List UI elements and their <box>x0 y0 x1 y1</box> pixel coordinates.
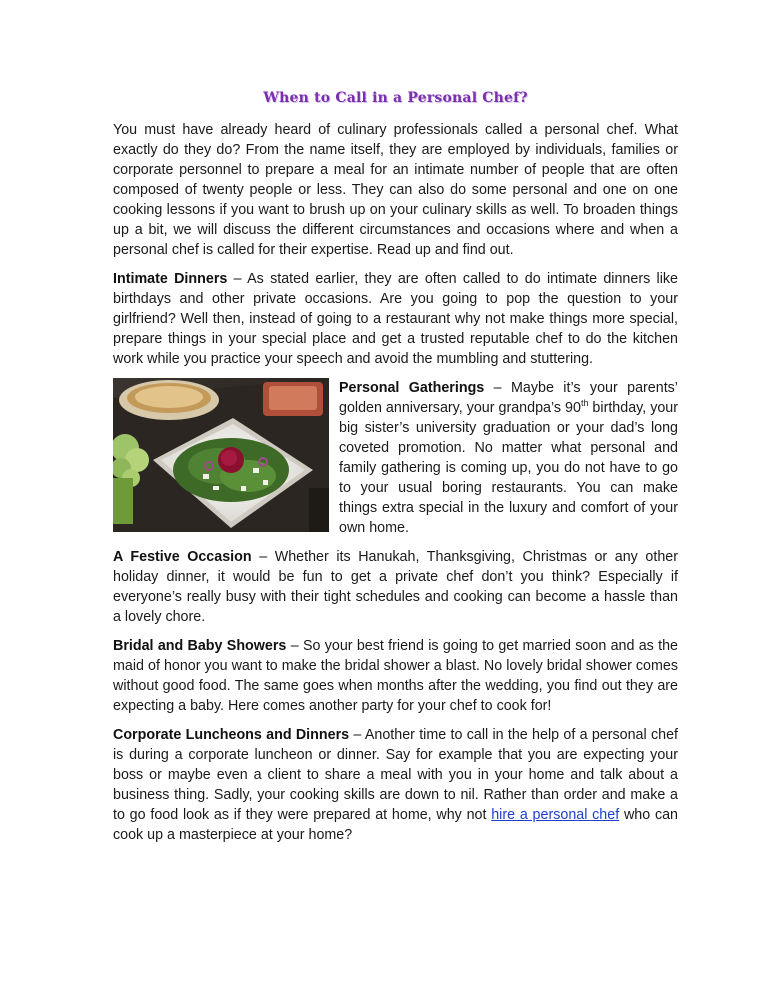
food-photo <box>113 378 329 532</box>
personal-gatherings-body-2: birthday, your big sister’s university graduation or your dad’s long coveted promotion. No matter what personal and family gathering is coming up, you do not have to go to your usual boring restaurants. You can make things extra special in the luxury and comfort of your own home. <box>339 400 679 536</box>
intimate-dinners-heading: Intimate Dinners <box>113 271 228 287</box>
corporate-body: – Another time to call in the help of a personal chef is during a corporate luncheon or dinner. Say for example that you are expecting your boss or maybe even a client to share a meal with you in your home and talk about a business thing. Sadly, your cooking skills are down to nil. Rather than order and make a to go food look as if they were prepared at home, why not <box>113 727 678 823</box>
showers-paragraph <box>113 636 678 716</box>
corporate-body-end: who can cook up a masterpiece at your home? <box>113 807 678 843</box>
corporate-paragraph <box>113 725 678 845</box>
festive-occasion-heading: A Festive Occasion <box>113 549 252 565</box>
intimate-dinners-paragraph <box>113 269 678 369</box>
document-page <box>113 88 678 854</box>
corporate-heading: Corporate Luncheons and Dinners <box>113 727 350 743</box>
intimate-dinners-body: – As stated earlier, they are often called to do intimate dinners like birthdays and other private occasions. Are you going to pop the question to your girlfriend? Well then, instead of going to a restaurant why not make things more special, prepare things in your special place and get a trusted reputable chef to do the kitchen work while you practice your speech and avoid the mumbling and stuttering. <box>113 271 678 367</box>
hire-personal-chef-link[interactable]: hire a personal chef <box>491 807 620 823</box>
festive-occasion-paragraph <box>113 547 678 627</box>
showers-body: – So your best friend is going to get married soon and as the maid of honor you want to make the bridal shower a blast. No lovely bridal shower comes without good food. The same goes when months after the wedding, you find out they are expecting a baby. Here comes another party for your chef to cook for! <box>113 638 679 714</box>
ordinal-suffix: th <box>580 398 589 409</box>
showers-heading: Bridal and Baby Showers <box>113 638 287 654</box>
personal-gatherings-body-1: – Maybe it’s your parents’ golden anniversary, your grandpa’s 90 <box>339 380 678 416</box>
personal-gatherings-heading: Personal Gatherings <box>339 380 485 396</box>
intro-paragraph: You must have already heard of culinary professionals called a personal chef. What exactly do they do? From the name itself, they are employed by individuals, families or corporate personnel to prepare a meal for an intimate number of people that are often composed of twenty people or less. They can also do some personal and one on one cooking lessons if you want to brush up on your culinary skills as well. To broaden things up a bit, we will discuss the different circumstances and occasions where and when a personal chef is called for their expertise. Read up and find out. <box>113 122 678 258</box>
festive-occasion-body: – Whether its Hanukah, Thanksgiving, Christmas or any other holiday dinner, it would be fun to get a private chef don’t you think? Especially if everyone’s really busy with their tight schedules and cooking can become a hassle than a lovely chore. <box>113 549 678 625</box>
page-title: When to Call in a Personal Chef? <box>263 90 528 106</box>
